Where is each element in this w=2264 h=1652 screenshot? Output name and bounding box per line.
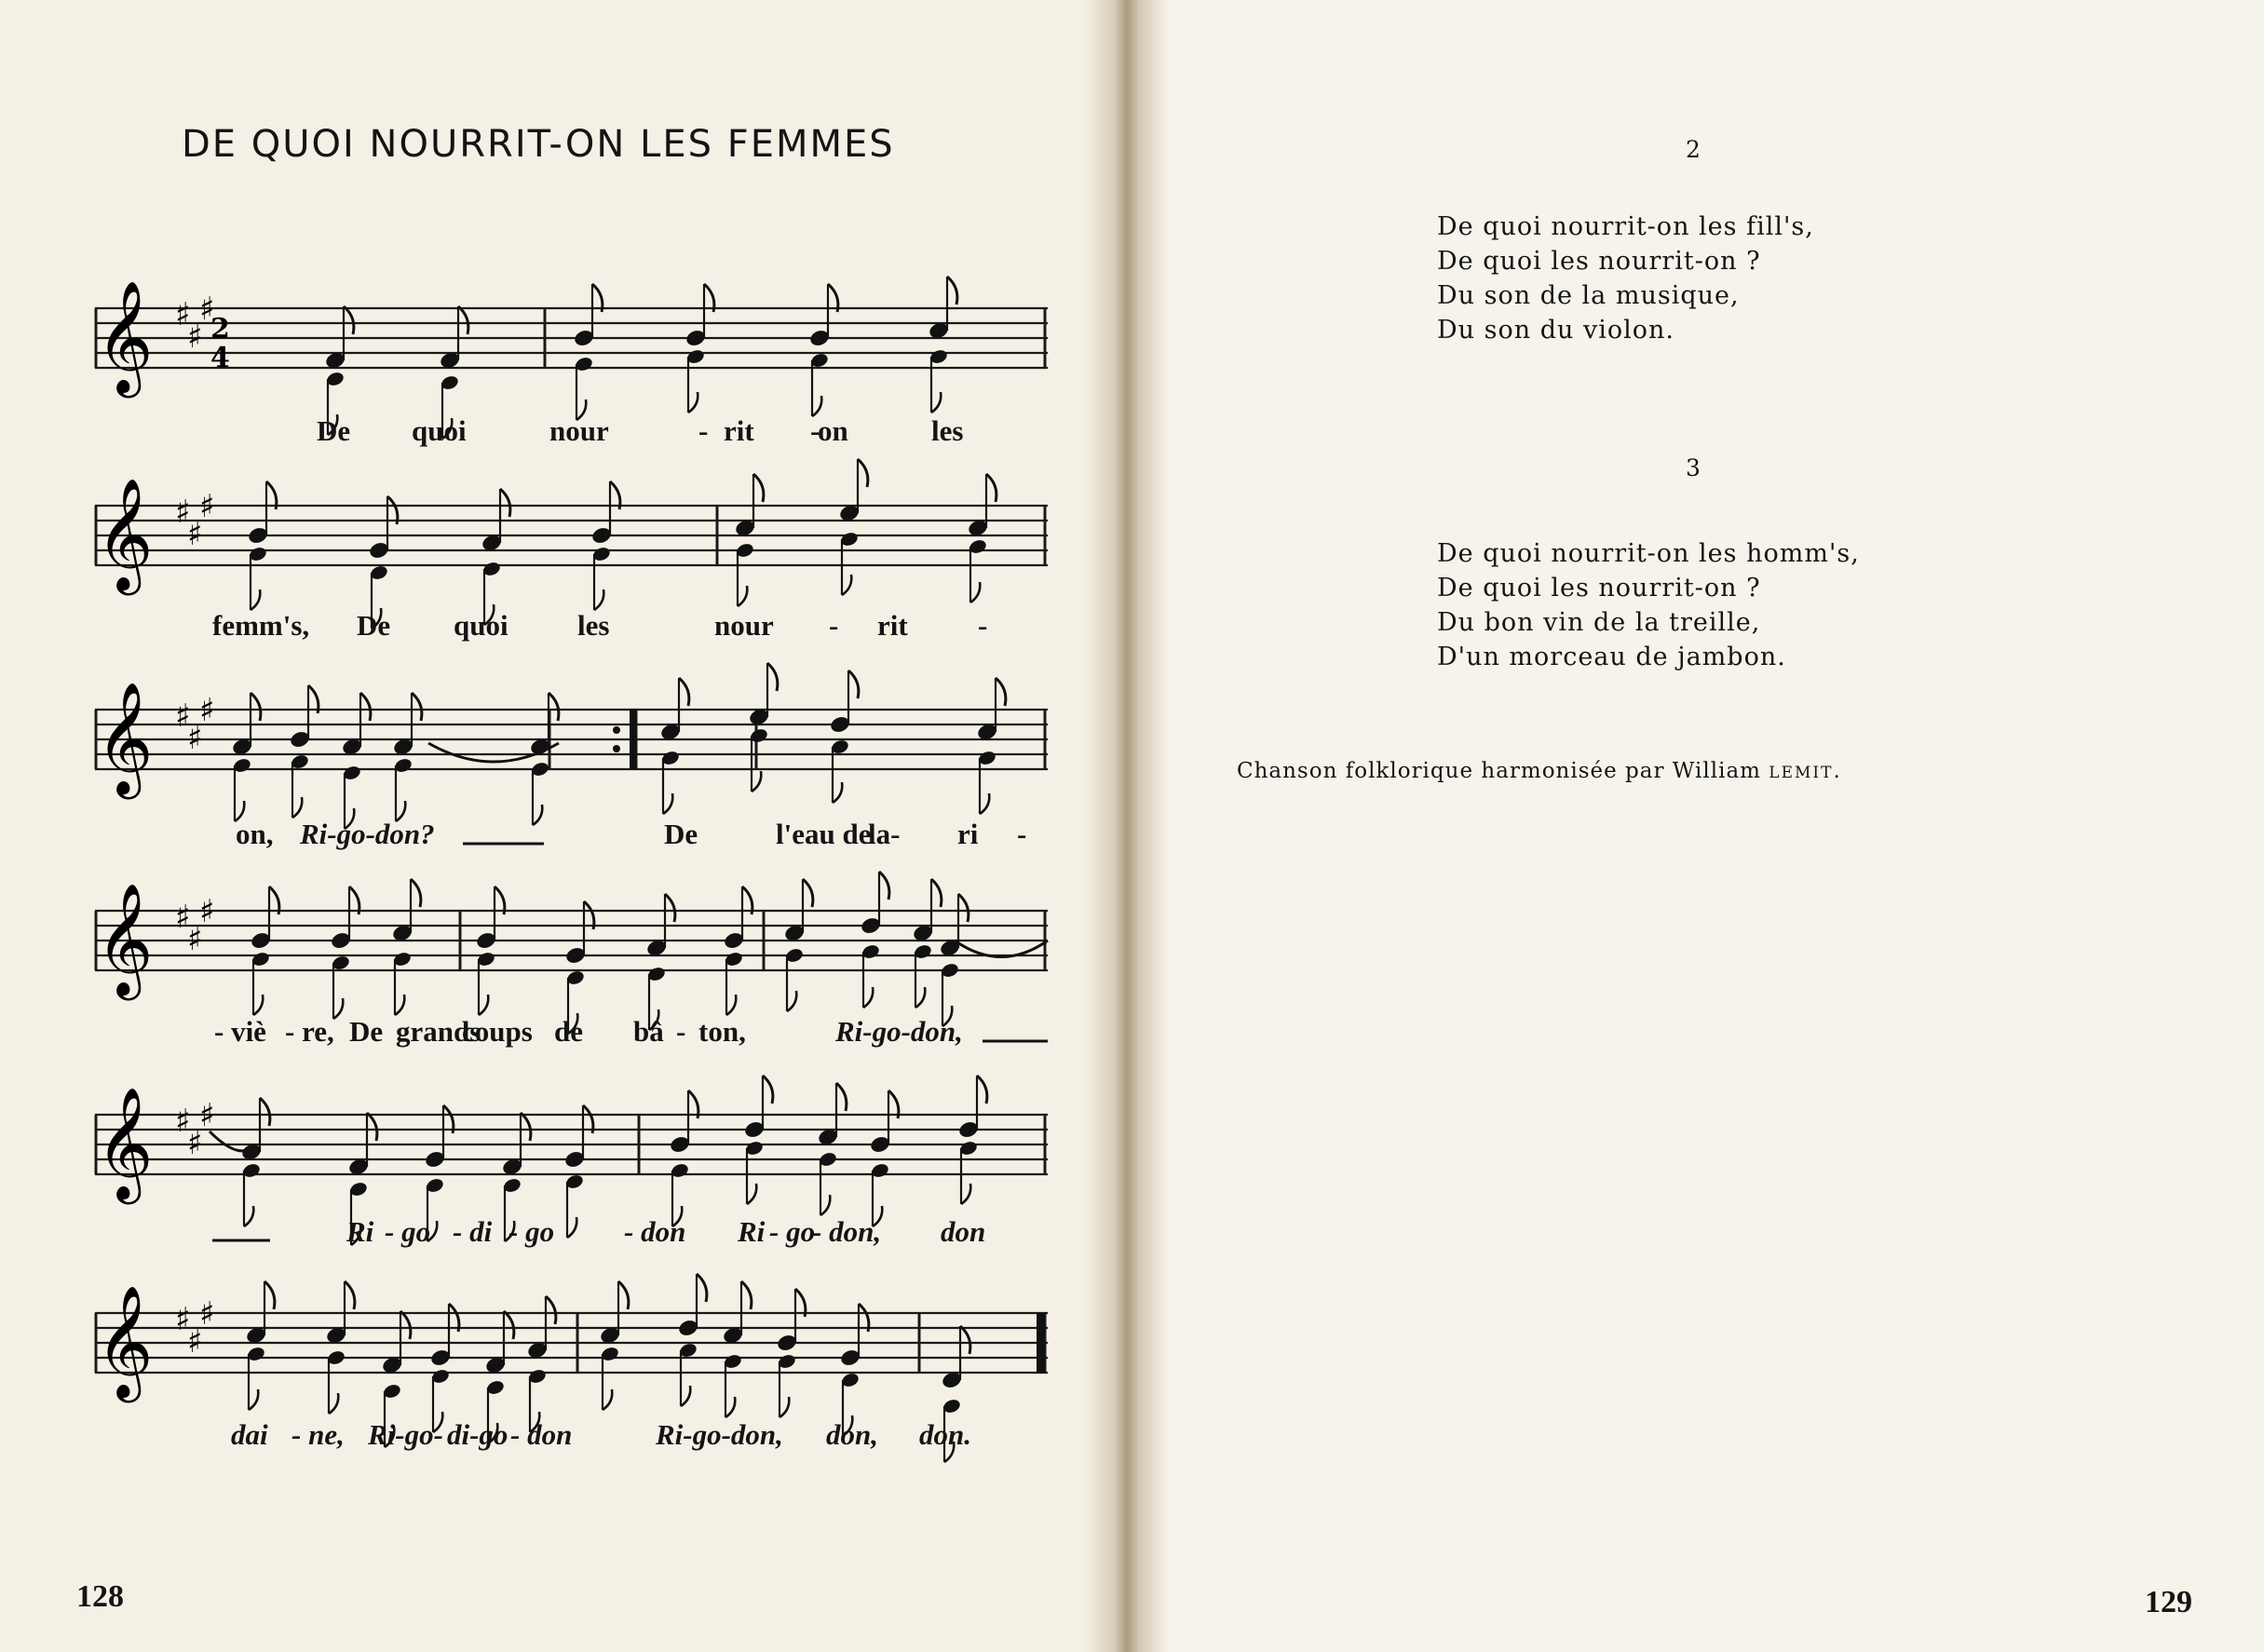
lyric-syllable: Ri bbox=[346, 1215, 374, 1248]
lyric-syllable: rit bbox=[877, 609, 908, 642]
treble-clef-icon: 𝄞 bbox=[96, 1086, 154, 1199]
verse-line: D'un morceau de jambon. bbox=[1437, 643, 1786, 671]
lyric-syllable: quoi bbox=[412, 414, 467, 447]
lyric-syllable: De bbox=[349, 1015, 384, 1048]
treble-clef-icon: 𝄞 bbox=[96, 477, 154, 590]
lyric-syllable: ton, bbox=[698, 1015, 746, 1048]
note-flag bbox=[411, 879, 421, 907]
time-signature-bottom: 4 bbox=[210, 342, 230, 374]
lyric-syllable: - bbox=[978, 609, 988, 642]
lower-note-flag bbox=[253, 995, 263, 1015]
sharp-icon: ♯ bbox=[187, 720, 203, 757]
lyric-syllable: bâ bbox=[633, 1015, 664, 1048]
lyric-syllable: De bbox=[664, 818, 698, 850]
lyric-syllable: on bbox=[818, 414, 848, 447]
lower-note-flag bbox=[249, 1389, 258, 1410]
sharp-icon: ♯ bbox=[187, 1125, 203, 1162]
verse-2 bbox=[1437, 210, 1814, 347]
lower-note-flag bbox=[292, 797, 302, 818]
lower-note-flag bbox=[533, 805, 542, 825]
note-flag bbox=[803, 879, 813, 907]
sharp-icon: ♯ bbox=[199, 1295, 215, 1333]
lower-note-flag bbox=[603, 1389, 612, 1410]
lyric-syllable: di-go bbox=[447, 1418, 508, 1451]
note-flag bbox=[521, 1113, 531, 1141]
lower-note-flag bbox=[479, 995, 488, 1015]
lower-note-flag bbox=[780, 1397, 789, 1417]
sharp-icon: ♯ bbox=[175, 494, 191, 531]
note-flag bbox=[412, 693, 422, 721]
lyric-syllable: - di bbox=[453, 1215, 493, 1248]
lyric-syllable: - go bbox=[769, 1215, 816, 1248]
lower-note-flag bbox=[329, 1393, 338, 1414]
lower-note-flag bbox=[738, 586, 747, 606]
note-flag bbox=[367, 1113, 377, 1141]
sharp-icon: ♯ bbox=[199, 893, 215, 930]
note-flag bbox=[931, 879, 942, 907]
note-flag bbox=[500, 489, 510, 517]
treble-clef-icon: 𝄞 bbox=[96, 279, 154, 393]
lyric-syllable: Ri bbox=[738, 1215, 766, 1248]
note-flag bbox=[665, 894, 675, 922]
sharp-icon: ♯ bbox=[187, 318, 203, 356]
tie bbox=[955, 941, 1048, 957]
lower-note-flag bbox=[333, 998, 343, 1019]
lower-note-flag bbox=[594, 589, 603, 610]
lyric-syllable: - bbox=[698, 414, 709, 447]
lyric-syllable: les bbox=[577, 609, 610, 642]
lyric-syllable: Ri-go-don? bbox=[300, 818, 435, 850]
lyric-syllable: - don, bbox=[812, 1215, 882, 1248]
lyric-syllable: - bbox=[829, 609, 839, 642]
lyric-syllable: ri bbox=[957, 818, 979, 850]
lyric-syllable: - viè bbox=[214, 1015, 266, 1048]
lyric-syllable: De bbox=[317, 414, 351, 447]
note-flag bbox=[986, 474, 996, 502]
verse-line: De quoi nourrit-on les homm's, bbox=[1437, 539, 1860, 568]
lower-note-flag bbox=[961, 1184, 970, 1204]
lyric-syllable: nour bbox=[714, 609, 774, 642]
credit-name: LEMIT bbox=[1769, 764, 1834, 782]
lower-note-flag bbox=[725, 1397, 735, 1417]
verse-line: Du son du violon. bbox=[1437, 316, 1674, 345]
lyric-syllable: - bbox=[676, 1015, 686, 1048]
verse-line: Du bon vin de la treille, bbox=[1437, 608, 1761, 637]
lower-note-flag bbox=[863, 987, 873, 1008]
lyric-syllable: on, bbox=[236, 818, 274, 850]
sharp-icon: ♯ bbox=[187, 1323, 203, 1361]
lyric-syllable: Ri-go-don, bbox=[835, 1015, 963, 1048]
lyric-syllable: De bbox=[357, 609, 391, 642]
sharp-icon: ♯ bbox=[199, 488, 215, 525]
verse-number-3: 3 bbox=[1686, 454, 1701, 481]
lower-note-flag bbox=[842, 575, 851, 595]
lyric-syllable: - go bbox=[385, 1215, 431, 1248]
sharp-icon: ♯ bbox=[199, 692, 215, 729]
lyric-syllable: coups bbox=[462, 1015, 533, 1048]
verse-line: Du son de la musique, bbox=[1437, 281, 1740, 310]
lyric-syllable: la- bbox=[868, 818, 901, 850]
lower-note-flag bbox=[681, 1386, 690, 1406]
note-flag bbox=[344, 306, 354, 334]
lower-note-flag bbox=[915, 987, 925, 1008]
sharp-icon: ♯ bbox=[175, 697, 191, 735]
note-flag bbox=[958, 894, 969, 922]
page-number-left: 128 bbox=[76, 1579, 124, 1614]
note-flag bbox=[260, 1098, 270, 1126]
note-flag bbox=[741, 1281, 752, 1309]
note-flag bbox=[458, 306, 468, 334]
sharp-icon: ♯ bbox=[187, 921, 203, 958]
lyric-syllable: Ri-go- bbox=[368, 1418, 443, 1451]
treble-clef-icon: 𝄞 bbox=[96, 882, 154, 995]
lower-note-flag bbox=[251, 589, 260, 610]
lower-note-flag bbox=[747, 1184, 756, 1204]
lower-note-flag bbox=[688, 392, 698, 413]
music-score bbox=[0, 0, 1122, 1583]
note-flag bbox=[753, 474, 764, 502]
lyric-syllable: - re, bbox=[285, 1015, 334, 1048]
note-flag bbox=[763, 1076, 773, 1104]
note-flag bbox=[504, 1311, 514, 1339]
lower-note-flag bbox=[752, 771, 761, 792]
credit-suffix: . bbox=[1833, 759, 1841, 783]
lower-note-flag bbox=[833, 782, 842, 803]
lyric-syllable: femm's, bbox=[212, 609, 310, 642]
lyric-syllable: - don bbox=[510, 1418, 573, 1451]
lyric-syllable: - ne, bbox=[291, 1418, 345, 1451]
credit-prefix: Chanson folklorique harmonisée par William bbox=[1237, 759, 1769, 783]
credit-line bbox=[1237, 759, 1841, 783]
time-signature-top: 2 bbox=[210, 313, 230, 345]
note-flag bbox=[679, 678, 689, 706]
lyric-syllable: don bbox=[941, 1215, 986, 1248]
lower-note-flag bbox=[820, 1195, 830, 1215]
lower-note-flag bbox=[567, 1217, 576, 1238]
lower-note-flag bbox=[970, 582, 980, 603]
lower-note-flag bbox=[244, 1206, 253, 1226]
note-flag bbox=[697, 1274, 707, 1302]
book-gutter bbox=[1085, 0, 1169, 1652]
lyric-syllable: don. bbox=[919, 1418, 971, 1451]
note-flag bbox=[251, 693, 261, 721]
lyric-syllable: - go bbox=[508, 1215, 555, 1248]
sharp-icon: ♯ bbox=[175, 296, 191, 333]
note-flag bbox=[360, 693, 371, 721]
lyric-syllable: nour bbox=[549, 414, 609, 447]
lower-note-flag bbox=[931, 392, 941, 413]
lyric-syllable: de bbox=[554, 1015, 583, 1048]
lyric-syllable: les bbox=[931, 414, 964, 447]
note-flag bbox=[848, 670, 859, 698]
lyric-syllable: - bbox=[1017, 818, 1027, 850]
note-flag bbox=[996, 678, 1006, 706]
sharp-icon: ♯ bbox=[175, 899, 191, 936]
lyric-syllable: grands bbox=[396, 1015, 481, 1048]
lyric-syllable: - don bbox=[624, 1215, 686, 1248]
sharp-icon: ♯ bbox=[175, 1103, 191, 1140]
sharp-icon: ♯ bbox=[175, 1301, 191, 1338]
note-flag bbox=[836, 1083, 847, 1111]
treble-clef-icon: 𝄞 bbox=[96, 1284, 154, 1398]
note-flag bbox=[879, 872, 889, 900]
verse-line: De quoi les nourrit-on ? bbox=[1437, 247, 1761, 276]
page-number-right: 129 bbox=[2145, 1585, 2192, 1619]
lyric-syllable: rit bbox=[724, 414, 754, 447]
note-flag bbox=[618, 1281, 629, 1309]
sharp-icon: ♯ bbox=[199, 1097, 215, 1134]
lower-note-flag bbox=[787, 991, 796, 1011]
lyric-syllable: dai bbox=[231, 1418, 268, 1451]
note-flag bbox=[767, 663, 778, 691]
note-flag bbox=[546, 1296, 556, 1324]
lyric-syllable: - bbox=[810, 414, 820, 447]
treble-clef-icon: 𝄞 bbox=[96, 681, 154, 794]
note-flag bbox=[264, 1281, 275, 1309]
note-flag bbox=[947, 277, 957, 305]
sharp-icon: ♯ bbox=[199, 291, 215, 328]
note-flag bbox=[960, 1326, 970, 1354]
lyric-syllable: l'eau de bbox=[776, 818, 872, 850]
sharp-icon: ♯ bbox=[187, 516, 203, 553]
repeat-bar-thick bbox=[630, 710, 636, 769]
note-flag bbox=[977, 1076, 987, 1104]
note-flag bbox=[858, 459, 868, 487]
lyric-syllable: Ri-go-don, bbox=[656, 1418, 783, 1451]
lower-note-flag bbox=[812, 396, 821, 416]
lyric-syllable: don, bbox=[826, 1418, 878, 1451]
repeat-dot bbox=[613, 726, 620, 734]
lower-note-flag bbox=[395, 995, 404, 1015]
verse-3 bbox=[1437, 536, 1860, 674]
lower-note-flag bbox=[980, 793, 989, 814]
lyric-syllable: quoi bbox=[454, 609, 508, 642]
repeat-dot bbox=[613, 745, 620, 752]
tie bbox=[210, 1131, 247, 1151]
lower-note-flag bbox=[726, 995, 736, 1015]
final-bar-thick bbox=[1037, 1313, 1045, 1373]
left-page bbox=[0, 0, 1122, 1652]
lower-note-flag bbox=[663, 793, 672, 814]
note-flag bbox=[345, 1281, 355, 1309]
verse-number-2: 2 bbox=[1686, 136, 1701, 163]
song-title: DE QUOI NOURRIT-ON LES FEMMES bbox=[182, 123, 895, 166]
verse-line: De quoi nourrit-on les fill's, bbox=[1437, 212, 1814, 241]
verse-line: De quoi les nourrit-on ? bbox=[1437, 574, 1761, 603]
note-flag bbox=[400, 1311, 411, 1339]
